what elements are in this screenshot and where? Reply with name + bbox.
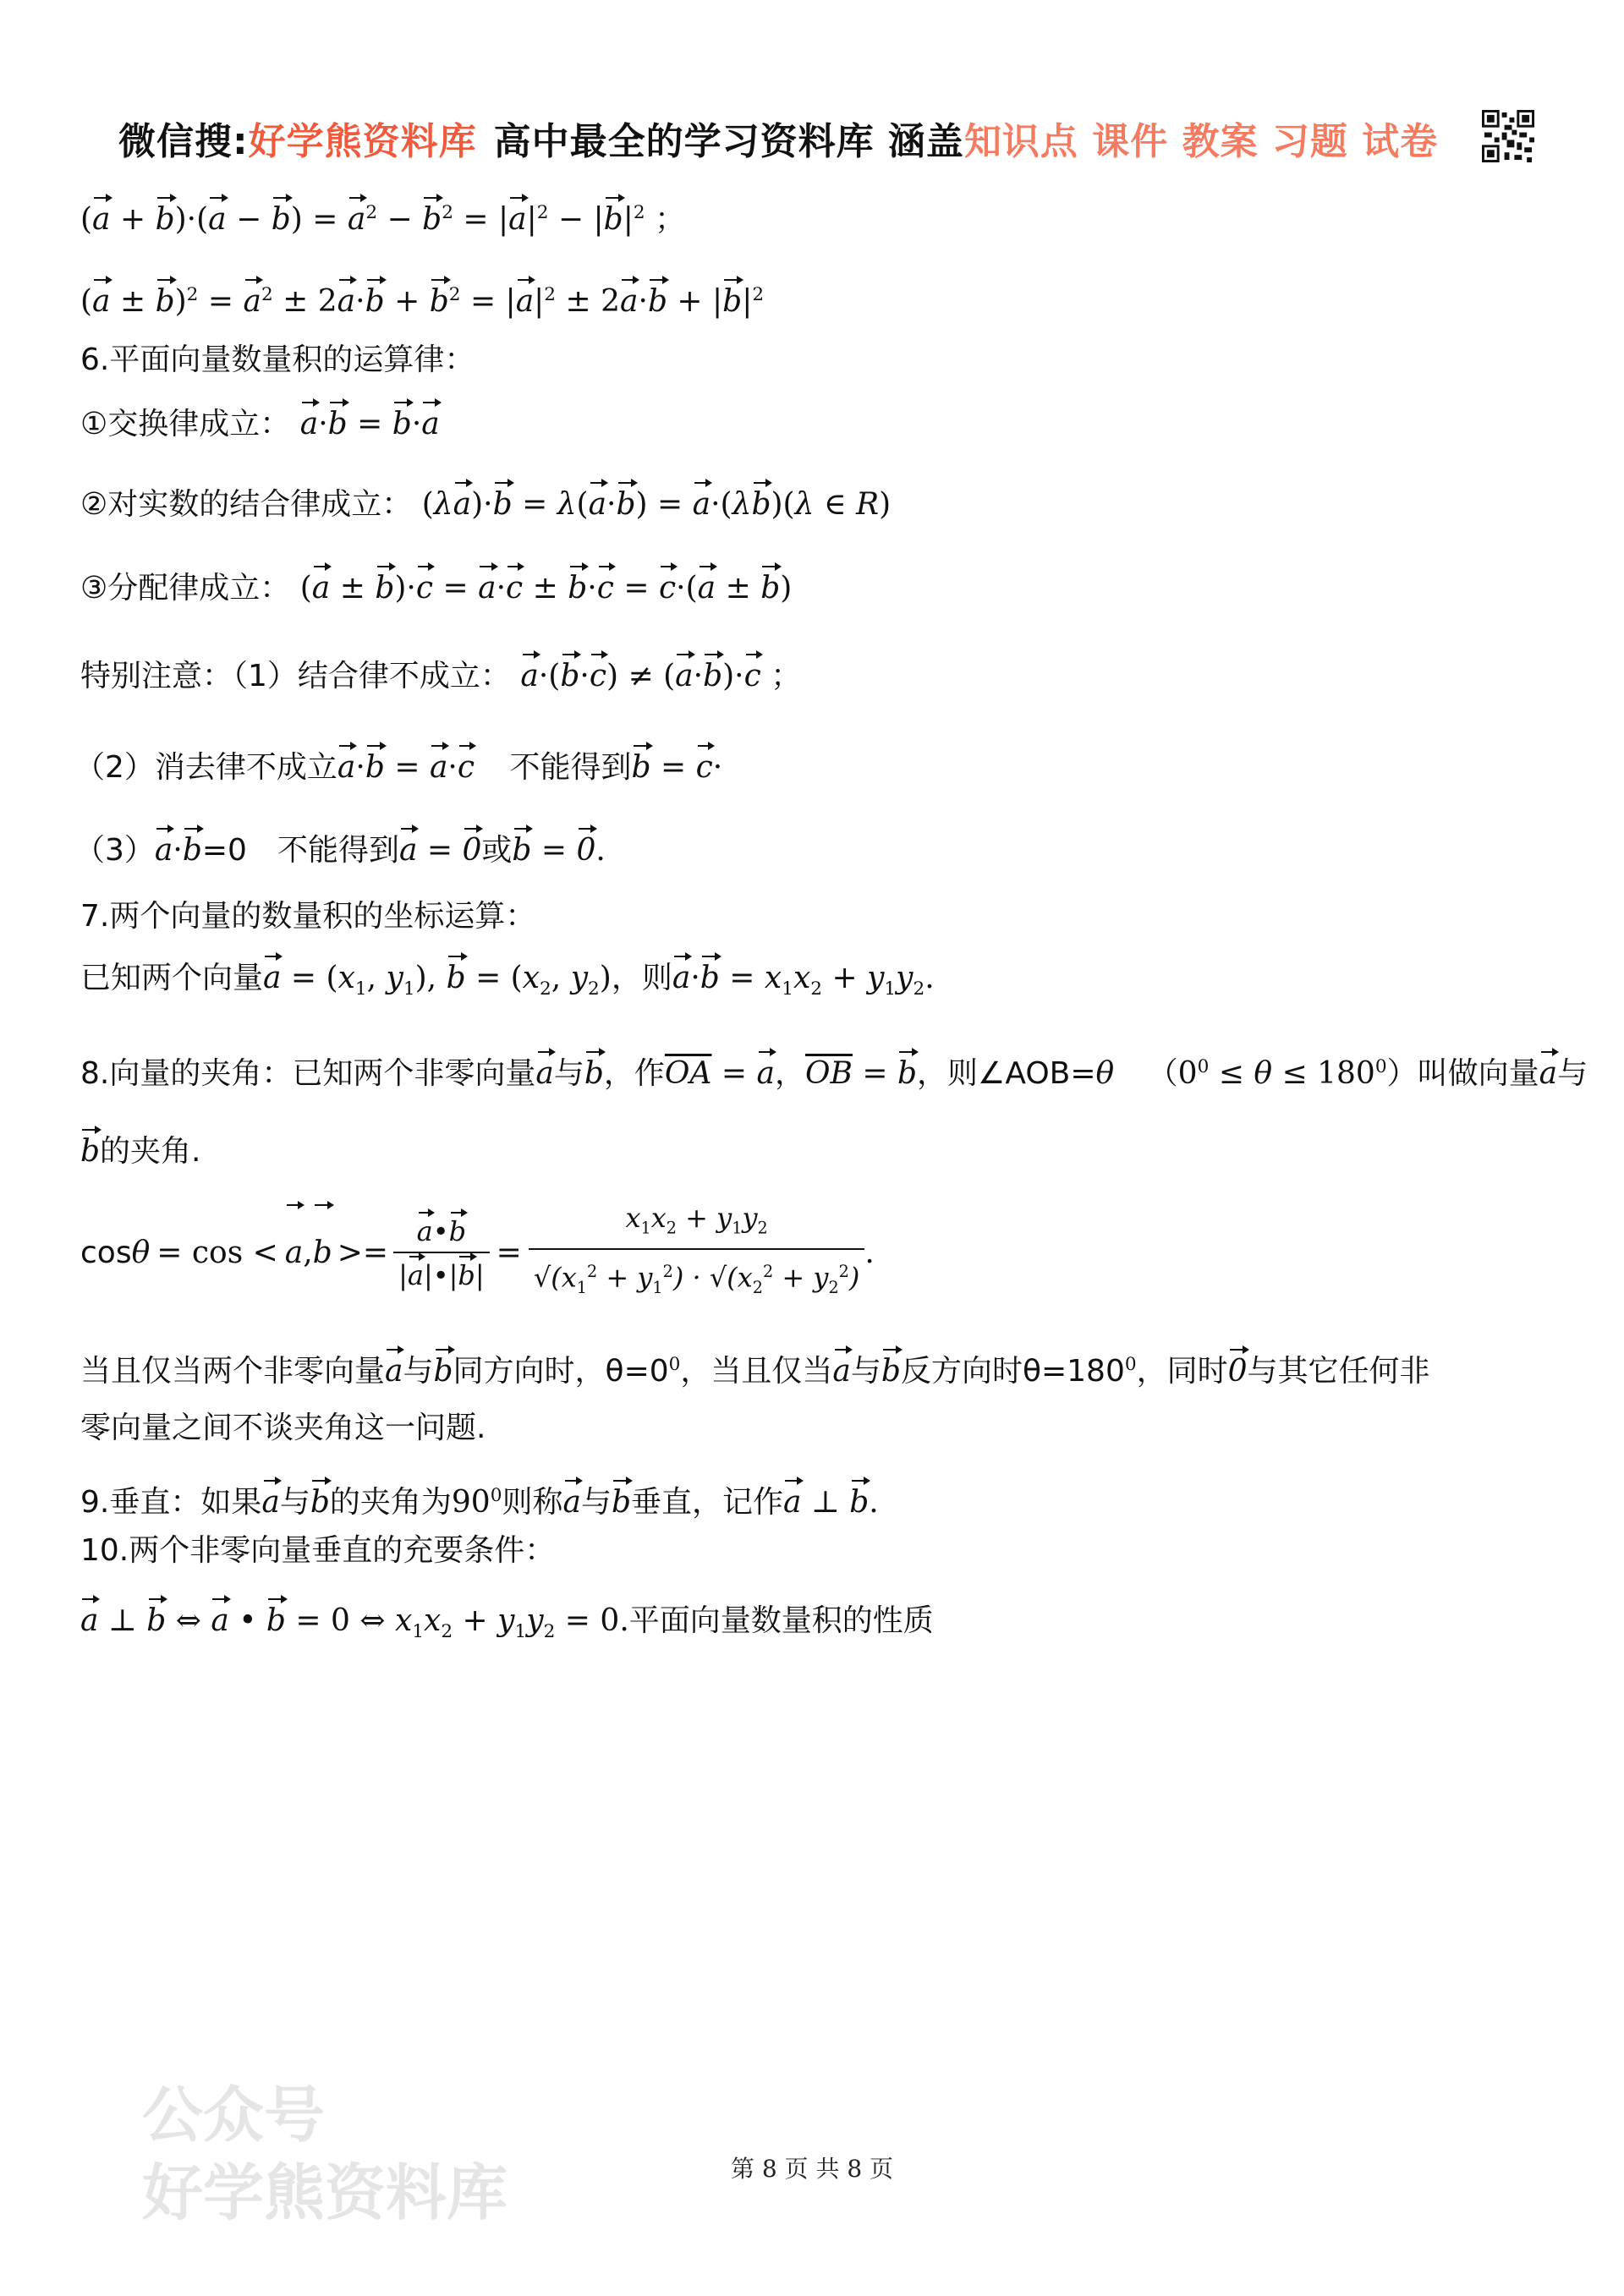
rule-associative-scalar: ②对实数的结合律成立： (λa)·b = λ(a·b) = a·(λb)(λ ∈ R) xyxy=(80,485,891,525)
note-label: 特别注意：（1）结合律不成立： xyxy=(80,659,511,693)
h9-a: 9.垂直：如果 xyxy=(80,1485,262,1520)
note-zero-product: （3）a·b=0 不能得到a = 0或b = 0. xyxy=(74,830,606,871)
banner-brand: 好学熊资料库 xyxy=(248,120,477,163)
h8-b: 与 xyxy=(553,1056,584,1091)
note-end: ； xyxy=(771,659,802,693)
note-associative: 特别注意：（1）结合律不成立： a·(b·c) ≠ (a·b)·c ； xyxy=(80,656,801,697)
rule-commutative: ①交换律成立： a·b = b·a xyxy=(80,404,440,445)
h9-b: 与 xyxy=(279,1485,310,1520)
watermark-line1: 公众号 xyxy=(142,2080,326,2151)
l1-end: ； xyxy=(655,202,686,237)
section-7-heading: 7.两个向量的数量积的坐标运算： xyxy=(80,899,536,934)
same-direction-paragraph: 当且仅当两个非零向量a与b同方向时，$\theta=0^0$，当且仅当a与b反方向时$\theta=180^0$，同时0与其它任何非 xyxy=(80,1345,1430,1392)
p1-f: 反方向时θ=180 xyxy=(900,1354,1125,1389)
section-6-heading: 6.平面向量数量积的运算律： xyxy=(80,342,475,377)
qr-code-icon xyxy=(1482,110,1534,162)
page-footer: 第 8 页 共 8 页 xyxy=(730,2155,894,2183)
h9-d: 则称 xyxy=(502,1485,563,1520)
section-9-heading: 9.垂直：如果a与b的夹角为$90^0$则称a与b垂直，记作a ⊥ b. xyxy=(80,1476,879,1523)
note-2-mid: 不能得到 xyxy=(509,750,632,785)
cos-fraction-1: $\frac{a•b}{|a|•|b|}$ xyxy=(393,1214,490,1292)
note-3-mid: =0 不能得到 xyxy=(201,833,399,868)
note-2-label: （2）消去律不成立 xyxy=(74,750,337,785)
same-direction-line2: 零向量之间不谈夹角这一问题. xyxy=(80,1411,486,1445)
note-cancellation: （2）消去律不成立a·b = a·c 不能得到b = c· xyxy=(74,748,722,788)
banner-prefix: 微信搜: xyxy=(118,120,249,163)
h9-c: 的夹角为 xyxy=(329,1485,452,1520)
h8-c: ，作 xyxy=(603,1056,665,1091)
h8-d: ， xyxy=(774,1056,805,1091)
known-label: 已知两个向量 xyxy=(80,961,264,995)
perpendicular-condition: a ⊥ b ⇔ a • b = 0 ⇔ $x_1x_2 + y_1y_2 = 0$.平面向量数量积的性质 xyxy=(80,1601,934,1652)
p1-g: ，同时 xyxy=(1136,1354,1228,1389)
p1-a: 当且仅当两个非零向量 xyxy=(80,1354,386,1389)
h8-h: 的夹角. xyxy=(100,1134,201,1169)
note-3-or: 或 xyxy=(481,833,513,868)
section-8-line2: b的夹角. xyxy=(80,1132,201,1172)
known-then: ，则 xyxy=(611,961,672,995)
rule-1-label: ①交换律成立： xyxy=(80,407,291,441)
rule-3-label: ③分配律成立： xyxy=(80,571,291,606)
h8-g: 与 xyxy=(1557,1056,1588,1091)
p1-e: 与 xyxy=(850,1354,881,1389)
header-banner xyxy=(118,108,1514,167)
cos-fraction-2: $\frac{x_1x_2 + y_1y_2}{√(x_1^2 + y_1^2) \cdot √(x_2^2 + y_2^2)}$ xyxy=(529,1201,865,1305)
h8-f: 叫做向量 xyxy=(1417,1056,1539,1091)
cos-label: cos xyxy=(80,1235,132,1270)
rule-2-label: ②对实数的结合律成立： xyxy=(80,487,413,522)
p1-b: 与 xyxy=(403,1354,434,1389)
h9-f: 垂直，记作 xyxy=(631,1485,784,1520)
rule-distributive: ③分配律成立： (a ± b)·c = a·c ± b·c = c·(a ± b) xyxy=(80,568,792,609)
watermark-line2: 好学熊资料库 xyxy=(142,2157,508,2228)
banner-middle: 高中最全的学习资料库 涵盖 xyxy=(493,120,964,163)
formula-difference-of-squares: $(a + b)\cdot(a - b) = a^2 - b^2 = |a|^2 - |b|^2$ ； xyxy=(80,193,685,240)
last-tail: 平面向量数量积的性质 xyxy=(628,1603,934,1638)
h8-e: ，则∠AOB= xyxy=(917,1056,1096,1091)
section-10-heading: 10.两个非零向量垂直的充要条件： xyxy=(80,1533,556,1568)
p1-h: 与其它任何非 xyxy=(1247,1354,1430,1389)
cos-formula: cos θ = cos < a , b >= $\frac{a•b}{|a|•|b|}$ = $\frac{x_1x_2 + y_1y_2}{√(x_1^2 + y_1^2) \cdot √(x_2^2 + y_2^2)}$ . xyxy=(80,1201,875,1305)
h8-a: 8.向量的夹角：已知两个非零向量 xyxy=(80,1056,536,1091)
h9-e: 与 xyxy=(580,1485,612,1520)
coordinate-formula: 已知两个向量$a = (x_1$, $y_1$), $b = (x_2$, $y_2$)，则$a\cdot b = x_1x_2 + y_1y_2$. xyxy=(80,958,935,1010)
formula-square-of-sum: $(a \pm b)^2 = a^2 \pm 2a\cdot b + b^2 = |a|^2 \pm 2a\cdot b + |b|^2$ xyxy=(80,275,764,322)
note-3-label: （3） xyxy=(74,833,155,868)
section-8-heading: 8.向量的夹角：已知两个非零向量a与b，作$\overline{OA} = a$，$\overline{OB} = b$，则∠AOB=θ $(0^0 \le \theta \le 180^0)$叫做向量a与 xyxy=(80,1047,1588,1094)
p1-d: ，当且仅当 xyxy=(680,1354,833,1389)
banner-tags: 知识点 课件 教案 习题 试卷 xyxy=(963,120,1439,163)
p1-c: 同方向时，θ=0 xyxy=(453,1354,669,1389)
